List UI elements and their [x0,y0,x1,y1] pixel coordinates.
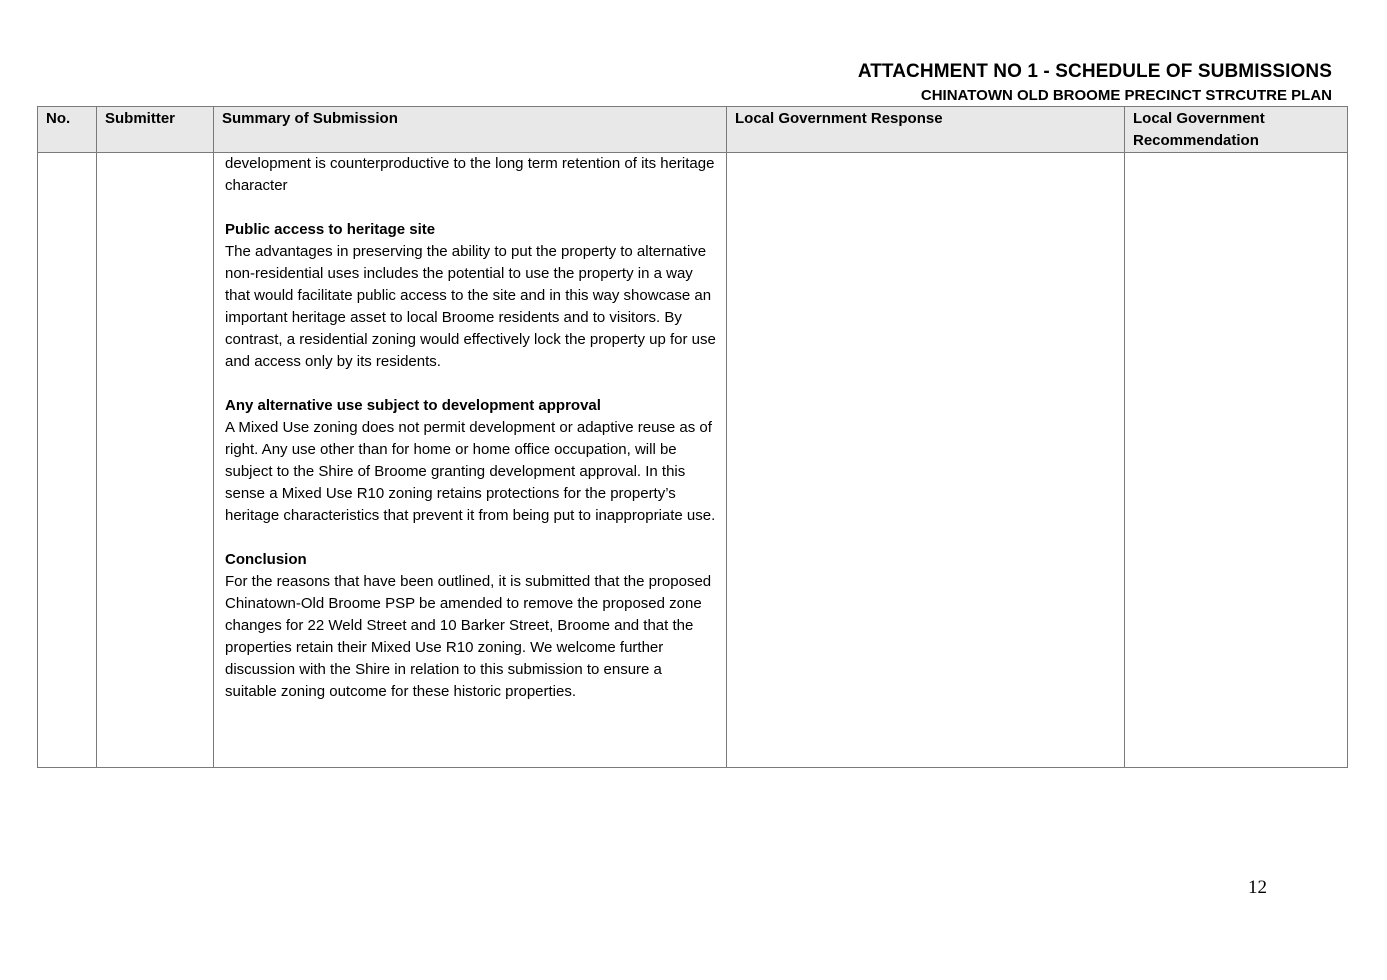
section-body-conclusion: For the reasons that have been outlined, it is submitted that the proposed Chinatown-Old Broome PSP be amended to remove the proposed zone changes for 22 Weld Street and 10 Barker Street, Broome and that the properties retain their Mixed Use R10 zoning. We welcome further discussion with the Shire in relation to this submission to ensure a suitable zoning outcome for these historic properties. [225,573,712,700]
header-response: Local Government Response [727,107,1125,153]
table-row [38,153,1348,768]
cell-submitter [97,153,214,768]
cell-no [38,153,97,768]
table-header-row [38,107,1348,153]
cell-response [727,153,1125,768]
document-title: ATTACHMENT NO 1 - SCHEDULE OF SUBMISSIONS [857,61,1332,82]
cell-recommendation [1125,153,1348,768]
header-recommendation: Local Government Recommendation [1125,107,1348,153]
header-submitter: Submitter [97,107,214,153]
section-heading-development-approval: Any alternative use subject to development approval [225,397,601,414]
header-no: No. [38,107,97,153]
submissions-table [37,106,1348,768]
section-heading-public-access: Public access to heritage site [225,221,436,238]
summary-intro: development is counterproductive to the long term retention of its heritage character [225,155,715,194]
header-summary: Summary of Submission [214,107,727,153]
page-number: 12 [1248,877,1267,898]
section-body-public-access: The advantages in preserving the ability to put the property to alternative non-residential uses includes the potential to use the property in a way that would facilitate public access to the site and in this way showcase an important heritage asset to local Broome residents and to visitors. By contrast, a residential zoning would effectively lock the property up for use and access only by its residents. [225,243,716,370]
section-heading-conclusion: Conclusion [225,551,307,568]
section-body-development-approval: A Mixed Use zoning does not permit development or adaptive reuse as of right. Any use other than for home or home office occupation, will be subject to the Shire of Broome granting development approval. In this sense a Mixed Use R10 zoning retains protections for the property’s heritage characteristics that prevent it from being put to inappropriate use. [225,419,716,524]
cell-summary [214,153,727,768]
document-subtitle: CHINATOWN OLD BROOME PRECINCT STRCUTRE PLAN [920,87,1332,104]
